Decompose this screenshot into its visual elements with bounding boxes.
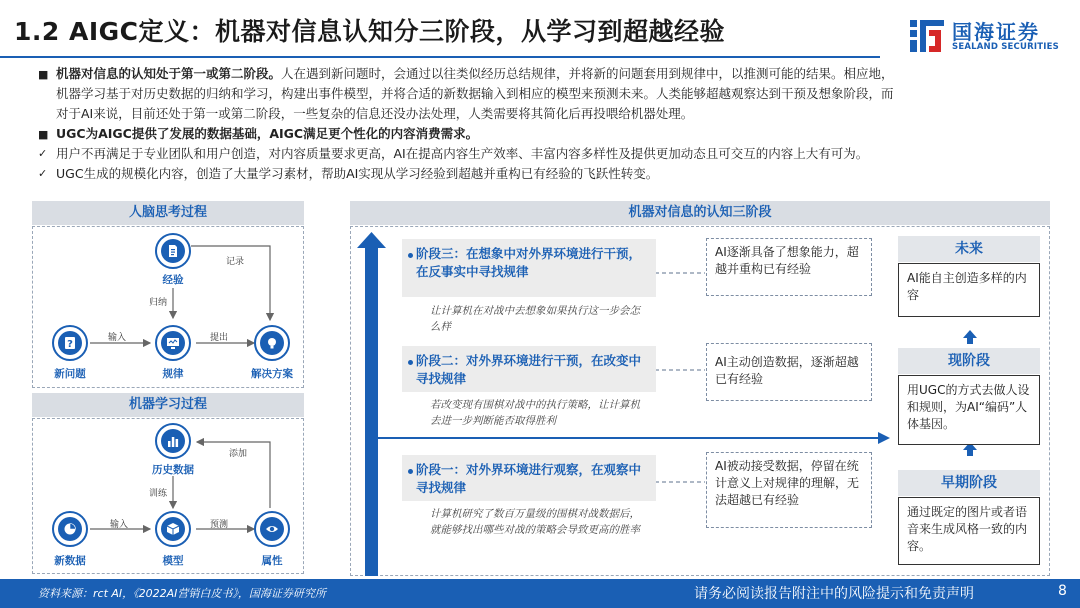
- title-divider: [0, 56, 880, 58]
- phase-future-title: 未来: [898, 236, 1040, 262]
- experience-label: 经验: [162, 274, 184, 286]
- square-bullet-icon: ■: [38, 128, 49, 141]
- document-icon: [166, 244, 180, 258]
- arrow-right-icon: [878, 432, 890, 444]
- rule-label: 规律: [162, 368, 184, 380]
- page-title: 1.2 AIGC定义：机器对信息认知分三阶段，从学习到超越经验: [14, 17, 726, 46]
- sealand-logo-icon: [908, 16, 946, 54]
- bullet-heading: 机器对信息的认知处于第一或第二阶段。: [56, 66, 282, 81]
- bar-chart-icon: [166, 434, 180, 448]
- stage-two-box: [402, 346, 656, 392]
- footer-disclaimer: 请务必阅读报告附注中的风险提示和免责声明: [694, 586, 974, 602]
- solution-node: [254, 325, 290, 361]
- footer-bar: [0, 579, 1080, 608]
- human-panel-title: 人脑思考过程: [32, 201, 304, 225]
- check-icon: ✓: [38, 147, 48, 160]
- bullet-line: [38, 84, 1058, 104]
- new-problem-node: [52, 325, 88, 361]
- machine-panel-title: 机器学习过程: [32, 393, 304, 417]
- page-number: 8: [1058, 583, 1067, 599]
- stage-one-title: 阶段一：对外界环境进行观察，在观察中寻找规律: [416, 462, 642, 495]
- phase-future-desc: AI能自主创造多样的内容: [898, 263, 1040, 317]
- model-label: 模型: [162, 555, 184, 567]
- attribute-label: 属性: [261, 555, 283, 567]
- edge-label-predict: 预测: [210, 520, 229, 530]
- phase-early-title: 早期阶段: [898, 470, 1040, 496]
- summary-bullets: [38, 64, 1058, 184]
- phase-early-desc: 通过既定的图片或者语音来生成风格一致的内容。: [898, 497, 1040, 565]
- edge-label-induce: 归纳: [149, 298, 168, 308]
- bullet-text: 人在遇到新问题时，会通过以往类似经历总结规律，并将新的问题套用到规律中，以推测可能的结果。相应地，: [281, 66, 894, 81]
- stage-three-ai: AI逐渐具备了想象能力，超越并重构已有经验: [706, 238, 872, 296]
- monitor-icon: [166, 336, 180, 350]
- cube-icon: [166, 522, 180, 536]
- eye-icon: [265, 522, 279, 536]
- history-data-label: 历史数据: [152, 464, 194, 476]
- experience-node: [155, 233, 191, 269]
- new-data-node: [52, 511, 88, 547]
- phase-current-title: 现阶段: [898, 348, 1040, 374]
- edge-label-input: 输入: [108, 333, 127, 343]
- stage-three-title: 阶段三：在想象中对外界环境进行干预，在反事实中寻找规律: [416, 246, 642, 279]
- stage-two-note: 若改变现有围棋对战中的执行策略，让计算机去进一步判断能否取得胜利: [430, 399, 640, 427]
- bullet-text: 用户不再满足于专业团队和用户创造，对内容质量要求更高，AI在提高内容生产效率、丰富内容多样性及提供更加动态且可交互的内容上大有可为。: [56, 146, 869, 161]
- edge-label-propose: 提出: [210, 333, 229, 343]
- bullet-heading: UGC为AIGC提供了发展的数据基础，AIGC满足更个性化的内容消费需求。: [56, 126, 479, 141]
- new-problem-label: 新问题: [54, 368, 86, 380]
- stage-one-ai: AI被动接受数据，停留在统计意义上对规律的理解，无法超越已有经验: [706, 452, 872, 528]
- edge-label-add: 添加: [229, 449, 248, 459]
- bullet-line: [38, 144, 1058, 164]
- new-data-label: 新数据: [54, 555, 86, 567]
- footer-source: 资料来源：rct AI，《2022AI营销白皮书》，国海证券研究所: [38, 587, 326, 600]
- model-node: [155, 511, 191, 547]
- logo-english-name: SEALAND SECURITIES: [952, 42, 1059, 52]
- brand-logo: [908, 16, 1068, 56]
- pie-chart-icon: [63, 522, 77, 536]
- square-bullet-icon: ■: [38, 68, 49, 81]
- attribute-node: [254, 511, 290, 547]
- history-data-node: [155, 423, 191, 459]
- bullet-text: 对于AI来说，目前还处于第一或第二阶段，一些复杂的信息还没办法处理，人类需要将其简化后再投喂给机器处理。: [56, 106, 694, 121]
- stage-three-note: 让计算机在对战中去想象如果执行这一步会怎么样: [430, 305, 640, 333]
- edge-label-train: 训练: [149, 489, 168, 499]
- solution-label: 解决方案: [251, 368, 293, 380]
- bullet-line: [38, 104, 1058, 124]
- bullet-text: UGC生成的规模化内容，创造了大量学习素材，帮助AI实现从学习经验到超越并重构已有经验的飞跃性转变。: [56, 166, 659, 181]
- bullet-line: [38, 124, 1058, 144]
- edge-label-record: 记录: [226, 257, 245, 267]
- check-icon: ✓: [38, 167, 48, 180]
- bullet-line: [38, 164, 1058, 184]
- bullet-text: 机器学习基于对历史数据的归纳和学习，构建出事件模型，并将合适的新数据输入到相应的模型来预测未来。人类能够超越观察达到干预及想象阶段，而: [56, 86, 894, 101]
- svg-text:?: ?: [67, 339, 73, 350]
- stage-one-note: 计算机研究了数百万量级的围棋对战数据后，就能够找出哪些对战的策略会导致更高的胜率: [430, 508, 640, 536]
- stages-panel-title: 机器对信息的认知三阶段: [350, 201, 1050, 225]
- lightbulb-icon: [265, 336, 279, 350]
- question-icon: [63, 336, 77, 350]
- stage-two-title: 阶段二：对外界环境进行干预，在改变中寻找规律: [416, 353, 642, 386]
- bullet-line: [38, 64, 1058, 84]
- arrow-up-icon: [365, 246, 378, 576]
- stage-three-box: [402, 239, 656, 297]
- logo-chinese-name: 国海证券: [952, 20, 1040, 44]
- rule-node: [155, 325, 191, 361]
- stage-two-ai: AI主动创造数据，逐渐超越已有经验: [706, 343, 872, 401]
- stage-one-box: [402, 455, 656, 501]
- edge-label-input: 输入: [110, 520, 129, 530]
- phase-current-desc: 用UGC的方式去做人设和规则，为AI“编码”人体基因。: [898, 375, 1040, 445]
